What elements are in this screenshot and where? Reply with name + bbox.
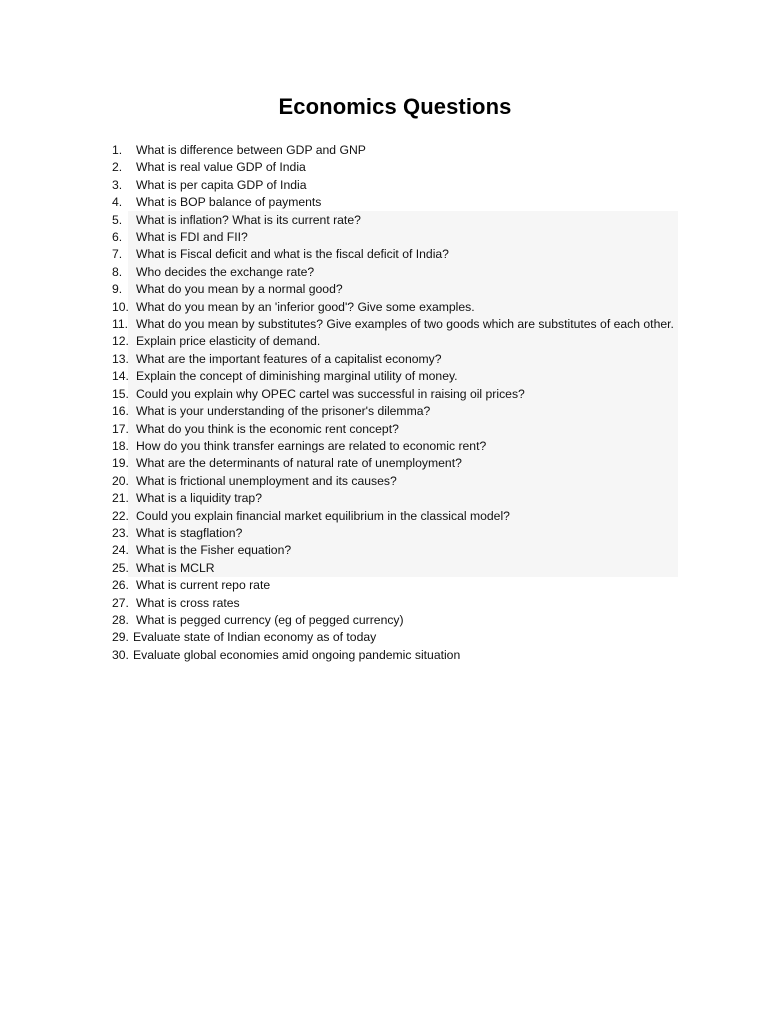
question-text: What is your understanding of the prisoner's dilemma? <box>136 404 431 419</box>
question-text: What is Fiscal deficit and what is the fiscal deficit of India? <box>136 247 449 262</box>
question-item <box>112 212 678 229</box>
question-item <box>112 525 678 542</box>
question-text: Evaluate state of Indian economy as of today <box>133 630 377 645</box>
question-number: 22. <box>112 508 129 523</box>
question-number: 18. <box>112 438 129 453</box>
question-text: What do you mean by substitutes? Give examples of two goods which are substitutes of each other. <box>136 317 674 332</box>
question-text: Who decides the exchange rate? <box>136 264 315 279</box>
question-text: What is cross rates <box>136 595 240 610</box>
question-text: What is BOP balance of payments <box>136 195 322 210</box>
question-item <box>112 229 678 246</box>
question-text: What are the important features of a capitalist economy? <box>136 351 442 366</box>
question-number: 19. <box>112 456 129 471</box>
question-number: 24. <box>112 543 129 558</box>
question-number: 28. <box>112 612 129 627</box>
question-list <box>112 142 678 664</box>
question-number: 27. <box>112 595 129 610</box>
question-text: Explain the concept of diminishing marginal utility of money. <box>136 369 458 384</box>
question-item <box>112 403 678 420</box>
question-text: What do you mean by an 'inferior good'? Give some examples. <box>136 299 475 314</box>
question-text: Could you explain financial market equilibrium in the classical model? <box>136 508 510 523</box>
question-number: 23. <box>112 525 129 540</box>
question-text: How do you think transfer earnings are related to economic rent? <box>136 438 487 453</box>
question-item <box>112 508 678 525</box>
question-number: 9. <box>112 282 123 297</box>
question-text: What is frictional unemployment and its causes? <box>136 473 397 488</box>
question-text: What is MCLR <box>136 560 215 575</box>
question-number: 25. <box>112 560 129 575</box>
question-number: 21. <box>112 491 129 506</box>
question-item <box>112 177 678 194</box>
question-item <box>112 595 678 612</box>
question-item <box>112 647 678 664</box>
question-number: 15. <box>112 386 129 401</box>
question-text: What is pegged currency (eg of pegged currency) <box>136 612 404 627</box>
question-item <box>112 194 678 211</box>
question-text: What is difference between GDP and GNP <box>136 143 366 157</box>
question-number: 16. <box>112 404 129 419</box>
question-item <box>112 560 678 577</box>
question-item <box>112 246 678 263</box>
question-text: Could you explain why OPEC cartel was successful in raising oil prices? <box>136 386 525 401</box>
question-item <box>112 629 678 646</box>
question-text: What do you think is the economic rent concept? <box>136 421 399 436</box>
question-item <box>112 542 678 559</box>
question-text: Evaluate global economies amid ongoing pandemic situation <box>133 647 461 662</box>
question-item <box>112 299 678 316</box>
page-title: Economics Questions <box>278 94 512 119</box>
question-number: 1. <box>112 143 123 157</box>
question-item <box>112 333 678 350</box>
question-item <box>112 281 678 298</box>
question-item <box>112 490 678 507</box>
question-text: What is current repo rate <box>136 578 271 593</box>
question-number: 3. <box>112 177 123 192</box>
question-item <box>112 142 678 159</box>
question-number: 17. <box>112 421 129 436</box>
question-item <box>112 455 678 472</box>
question-number: 14. <box>112 369 129 384</box>
question-text: What is stagflation? <box>136 525 243 540</box>
question-text: What is real value GDP of India <box>136 160 306 175</box>
question-item <box>112 264 678 281</box>
question-number: 5. <box>112 212 123 227</box>
question-number: 8. <box>112 264 123 279</box>
question-item <box>112 159 678 176</box>
question-item <box>112 386 678 403</box>
question-text: What is a liquidity trap? <box>136 491 262 506</box>
question-text: What are the determinants of natural rate of unemployment? <box>136 456 462 471</box>
question-number: 29. <box>112 630 129 645</box>
question-item <box>112 316 678 333</box>
question-number: 4. <box>112 195 123 210</box>
question-text: What do you mean by a normal good? <box>136 282 343 297</box>
question-number: 6. <box>112 230 123 245</box>
question-text: What is the Fisher equation? <box>136 543 292 558</box>
question-item <box>112 368 678 385</box>
question-item <box>112 351 678 368</box>
question-text: What is FDI and FII? <box>136 230 248 245</box>
question-text: Explain price elasticity of demand. <box>136 334 321 349</box>
question-text: What is per capita GDP of India <box>136 177 307 192</box>
question-item <box>112 577 678 594</box>
question-number: 13. <box>112 351 129 366</box>
question-number: 2. <box>112 160 123 175</box>
question-item <box>112 438 678 455</box>
question-number: 20. <box>112 473 129 488</box>
question-number: 26. <box>112 578 129 593</box>
question-number: 10. <box>112 299 129 314</box>
question-number: 12. <box>112 334 129 349</box>
question-item <box>112 612 678 629</box>
question-item <box>112 421 678 438</box>
question-number: 30. <box>112 647 129 662</box>
question-item <box>112 473 678 490</box>
question-number: 7. <box>112 247 123 262</box>
question-text: What is inflation? What is its current rate? <box>136 212 361 227</box>
question-number: 11. <box>112 317 129 332</box>
